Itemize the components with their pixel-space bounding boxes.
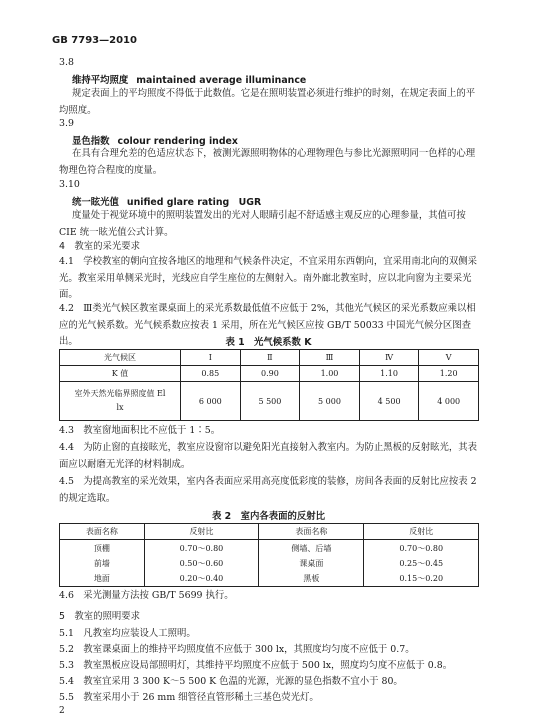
clause-5-5: 5.5 教室采用小于 26 mm 细管径直管形稀土三基色荧光灯。 — [59, 692, 319, 703]
table-cell — [144, 540, 259, 587]
table-cell: 0.85 — [181, 366, 241, 382]
cell-line: 课桌面 — [299, 558, 324, 568]
table-cell: 表面名称 — [259, 524, 364, 540]
term-zh: 显色指数 — [72, 136, 110, 147]
clause-4-6: 4.6 采光测量方法按 GB/T 5699 执行。 — [59, 590, 234, 601]
cell-line: 0.70～0.80 — [179, 543, 224, 553]
term-en: unified glare rating UGR — [126, 197, 262, 208]
table-cell: 光气候区 — [60, 350, 181, 366]
table-cell: 6 000 — [181, 382, 241, 421]
clause-5-2: 5.2 教室课桌面上的维持平均照度值不应低于 300 lx，其照度均匀度不应低于 0.7。 — [59, 644, 415, 655]
term-zh: 统一眩光值 — [72, 197, 119, 208]
clause-4-4: 4.4 为防止窗的直接眩光，教室应设窗帘以避免阳光直接射入教室内。为防止黑板的反射眩光，其表面应以耐磨无光泽的材料制成。 — [59, 442, 478, 470]
clause-number: 3.8 — [59, 57, 74, 68]
table-cell: 4 000 — [419, 382, 479, 421]
table-row — [60, 524, 479, 540]
cell-line: 0.25～0.45 — [399, 558, 444, 568]
table-cell: 1.00 — [300, 366, 360, 382]
table-row — [60, 382, 479, 421]
cell-line: 0.20～0.40 — [179, 573, 224, 583]
cell-line: 黑板 — [303, 573, 320, 583]
term-zh: 维持平均照度 — [72, 75, 129, 86]
clause-4-1: 4.1 学校教室的朝向宜按各地区的地理和气候条件决定，不宜采用东西朝向，宜采用南北向的双侧采光。教室采用单侧采光时，光线应自学生座位的左侧射入。南外廊北教室时，应以北向窗为主要采光面。 — [59, 256, 478, 300]
table-cell: 5 000 — [300, 382, 360, 421]
table-cell: 反射比 — [144, 524, 259, 540]
table-cell: Ⅳ — [359, 350, 419, 366]
cell-line: 地面 — [93, 573, 110, 583]
table-cell — [364, 540, 479, 587]
clause-number: 3.10 — [59, 179, 80, 190]
clause-4-2: 4.2 Ⅲ类光气候区教室课桌面上的采光系数最低值不应低于 2%，其他光气候区的采光系数应乘以相应的光气候系数。光气候系数应按表 1 采用，所在光气候区应按 GB/T 50033 中国光气候分区图查出。 — [59, 303, 476, 347]
cell-line: 顶棚 — [93, 543, 110, 553]
table-cell: Ⅱ — [240, 350, 300, 366]
table-row — [60, 540, 479, 587]
section-heading: 4 教室的采光要求 — [59, 241, 140, 252]
table-cell: Ⅰ — [181, 350, 241, 366]
table-row — [60, 350, 479, 366]
table-1-caption: 表 1 光气候系数 K — [225, 337, 312, 348]
table-row — [60, 366, 479, 382]
term-title — [72, 194, 261, 208]
table-cell — [259, 540, 364, 587]
term-definition: 规定表面上的平均照度不得低于此数值。它是在照明装置必须进行维护的时刻，在规定表面上的平均照度。 — [59, 88, 476, 116]
table-cell: Ⅴ — [419, 350, 479, 366]
clause-5-1: 5.1 凡教室均应装设人工照明。 — [59, 628, 196, 639]
term-en: maintained average illuminance — [136, 75, 307, 86]
cell-line: lx — [116, 403, 124, 412]
term-en: colour rendering index — [117, 136, 238, 147]
clause-5-4: 5.4 教室宜采用 3 300 K～5 500 K 色温的光源，光源的显色指数不宜小于 80。 — [59, 676, 403, 687]
table-cell: 表面名称 — [60, 524, 145, 540]
table-cell — [60, 540, 145, 587]
term-title — [72, 72, 306, 86]
table-cell: Ⅲ — [300, 350, 360, 366]
standard-header: GB 7793—2010 — [52, 35, 137, 46]
table-cell: K 值 — [60, 366, 181, 382]
table-2-caption: 表 2 室内各表面的反射比 — [212, 511, 325, 522]
cell-line: 0.50～0.60 — [179, 558, 224, 568]
cell-line: 侧墙、后墙 — [291, 543, 332, 553]
table-cell: 5 500 — [240, 382, 300, 421]
table-cell: 1.20 — [419, 366, 479, 382]
table-cell: 0.90 — [240, 366, 300, 382]
term-title — [72, 133, 238, 147]
section-heading: 5 教室的照明要求 — [59, 611, 140, 622]
cell-line: 前墙 — [93, 558, 110, 568]
table-cell: 1.10 — [359, 366, 419, 382]
cell-line: 0.70～0.80 — [399, 543, 444, 553]
table-cell: 反射比 — [364, 524, 479, 540]
table-cell — [60, 382, 181, 421]
term-definition: 度量处于视觉环境中的照明装置发出的光对人眼睛引起不舒适感主观反应的心理参量，其值可按 CIE 统一眩光值公式计算。 — [59, 210, 466, 238]
cell-line: 室外天然光临界照度值 El — [74, 389, 166, 398]
clause-5-3: 5.3 教室黑板应设局部照明灯，其维持平均照度不应低于 500 lx，照度均匀度不应低于 0.8。 — [59, 660, 453, 671]
table-2 — [59, 523, 479, 587]
cell-line: 0.15～0.20 — [399, 573, 444, 583]
term-definition: 在具有合理允差的色适应状态下，被测光源照明物体的心理物理色与参比光源照明同一色样的心理物理色符合程度的度量。 — [59, 148, 476, 176]
clause-number: 3.9 — [59, 118, 74, 129]
table-cell: 4 500 — [359, 382, 419, 421]
table-1 — [59, 349, 479, 421]
clause-4-3: 4.3 教室窗地面积比不应低于 1∶5。 — [59, 425, 221, 436]
page-number: 2 — [59, 706, 65, 716]
clause-4-5: 4.5 为提高教室的采光效果，室内各表面应采用高亮度低彩度的装修，房间各表面的反射比应按表 2 的规定选取。 — [59, 476, 477, 504]
